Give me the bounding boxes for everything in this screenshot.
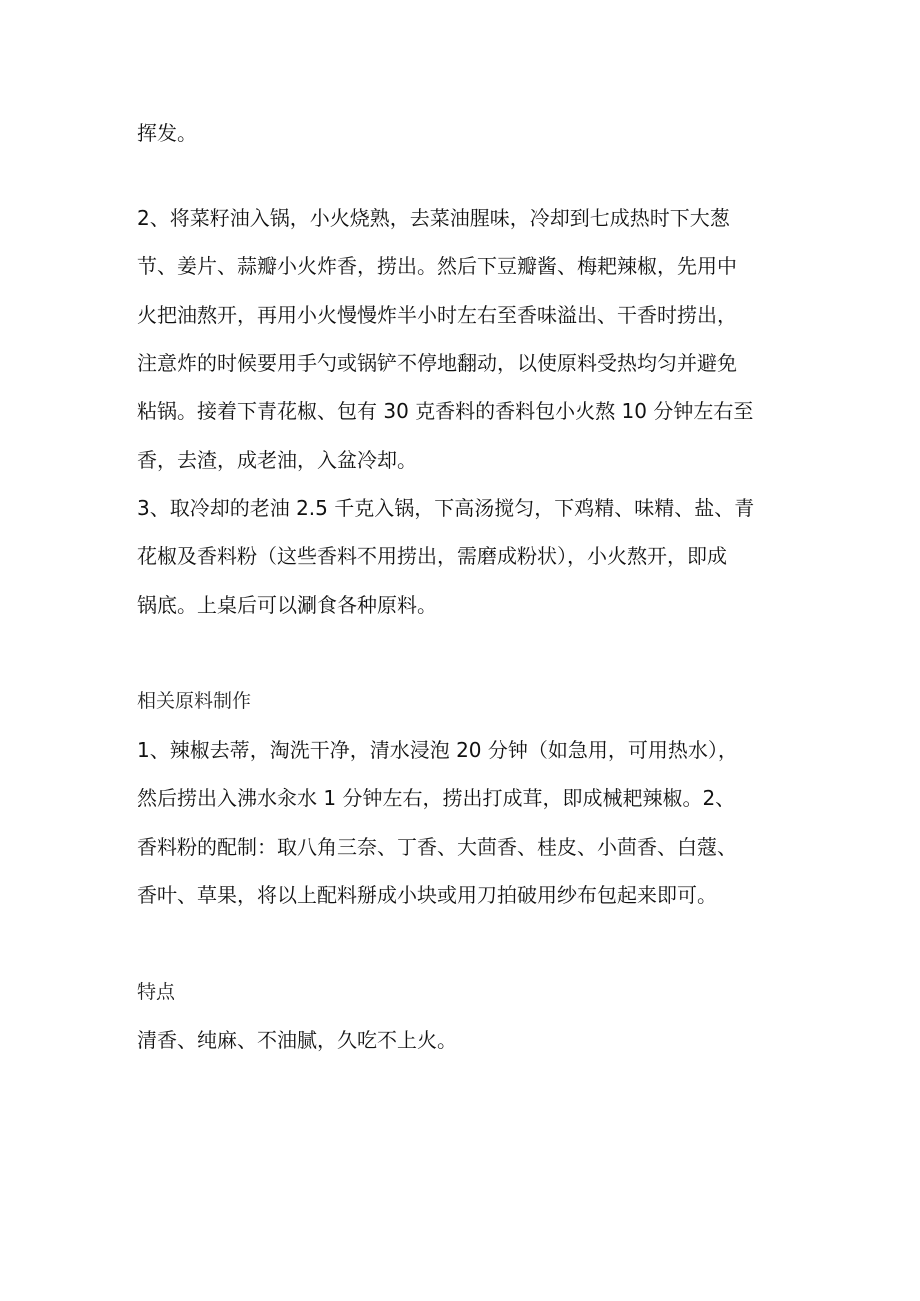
step3-line: 花椒及香料粉（这些香料不用捞出，需磨成粉状），小火熬开，即成 [137,544,727,568]
paragraph-intro-tail: 挥发。 [137,121,197,145]
related-line: 然后捞出入沸水汆水 1 分钟左右，捞出打成茸，即成械耙辣椒。2、 [137,786,736,810]
step2-line: 粘锅。接着下青花椒、包有 30 克香料的香料包小火熬 10 分钟左右至 [137,399,754,423]
step2-line: 2、将菜籽油入锅，小火烧熟，去菜油腥味，冷却到七成热时下大葱 [137,206,730,230]
related-line: 香叶、草果，将以上配料掰成小块或用刀拍破用纱布包起来即可。 [137,883,717,907]
related-line: 香料粉的配制：取八角三奈、丁香、大茴香、桂皮、小茴香、白蔻、 [137,835,737,859]
step2-line: 注意炸的时候要用手勺或锅铲不停地翻动，以使原料受热均匀并避免 [137,351,737,375]
section-heading-related: 相关原料制作 [137,690,252,712]
step2-line: 火把油熬开，再用小火慢慢炸半小时左右至香味溢出、干香时捞出， [137,303,737,327]
related-line: 1、辣椒去蒂，淘洗干净，清水浸泡 20 分钟（如急用，可用热水）， [137,738,738,762]
section-heading-features: 特点 [137,981,176,1003]
step2-line: 香，去渣，成老油，入盆冷却。 [137,448,417,472]
step3-line: 锅底。上桌后可以涮食各种原料。 [137,593,437,617]
step2-line: 节、姜片、蒜瓣小火炸香，捞出。然后下豆瓣酱、梅耙辣椒，先用中 [137,254,737,278]
features-text: 清香、纯麻、不油腻，久吃不上火。 [137,1028,457,1052]
step3-line: 3、取冷却的老油 2.5 千克入锅，下高汤搅匀，下鸡精、味精、盐、青 [137,496,755,520]
